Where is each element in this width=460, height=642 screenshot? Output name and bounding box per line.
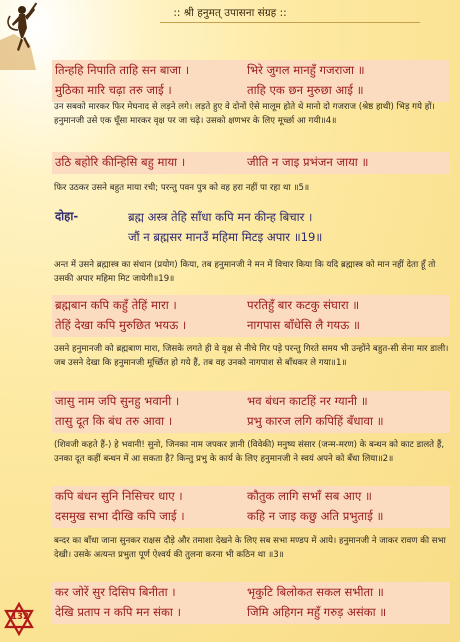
doha-text: ब्रह्म अस्त्र तेहि साँधा कपि मन कीन्ह बिचार । <box>128 210 313 224</box>
prose-paragraph: अन्त में उसने ब्रह्मास्त्र का संधान (प्रयोग) किया, तब हनुमानजी ने मन में विचार किया कि यदि ब्रह्मास्त्र को मान नहीं देता हूँ तो उसकी अपार महिमा मिट जायेगी॥19॥ <box>54 260 436 284</box>
prose-paragraph: (शिवजी कहते हैं-) हे भवानी! सुनो, जिनका नाम जपकर ज्ञानी (विवेकी) मनुष्य संसार (जन्म-मरण) के बन्धन को काट डालते हैं, उनका दूत कहीं बन्धन में आ सकता है? किन्तु प्रभु के कार्य के लिए हनुमानजी ने स्वयं अपने को बँधा लिया॥2॥ <box>54 440 445 464</box>
chaupai-line <box>55 392 450 411</box>
prose-paragraph: बन्दर का बाँधा जाना सुनकर राक्षस दौड़े और तमाशा देखने के लिए सब सभा मण्डप में आये। हनुमानजी ने जाकर रावण की सभा देखी। उसके अत्यन्त प्रभुता पूर्ण ऐश्वर्य की तुलना करना भी कठिन था ॥3॥ <box>54 536 446 560</box>
prose-paragraph: फिर उठकर उसने बहुत माया रची; परन्तु पवन पुत्र को वह हरा नहीं पा रहा था ॥5॥ <box>54 183 310 193</box>
chaupai-left: तेहिं देखा कपि मुरुछित भयऊ । <box>55 318 187 332</box>
chaupai-line <box>55 81 450 100</box>
chaupai-left: देखि प्रताप न कपि मन संका । <box>55 605 181 619</box>
chaupai-line <box>55 316 450 335</box>
chaupai-right: कहि न जाइ कछु अति प्रभुताई ॥ <box>247 509 384 523</box>
chaupai-line <box>55 487 450 506</box>
chaupai-left: तासु दूत कि बंध तरु आवा । <box>55 414 173 428</box>
chaupai-right: भव बंधन काटहिं नर ग्यानी ॥ <box>247 394 368 408</box>
chaupai-left: ब्रह्मबान कपि कहुँ तेहिं मारा । <box>55 298 177 312</box>
chaupai-line <box>55 583 450 602</box>
chaupai-left: कर जोरें सुर दिसिप बिनीता । <box>55 585 176 599</box>
page-title: :: श्री हनुमत् उपासना संग्रह :: <box>173 7 287 19</box>
prose-paragraph: उन सबको मारकर फिर मेघनाद से लड़ने लगे। लड़ते हुए वे दोनों ऐसे मालूम होते थे मानो दो गजराज (श्रेष्ठ हाथी) भिड़ गये हों। हनुमानजी उसे एक घूँसा मारकर वृक्ष पर जा चढ़े। उसको क्षणभर के लिए मूर्च्छा आ गयी॥4॥ <box>54 102 435 126</box>
chaupai-right: भृकुटि बिलोकत सकल सभीता ॥ <box>247 585 384 599</box>
chaupai-line <box>55 296 450 315</box>
chaupai-line <box>55 507 450 526</box>
doha-text: जौं न ब्रह्मसर मानउँ महिमा मिटइ अपार ॥19॥ <box>128 230 323 244</box>
chaupai-right: जीति न जाइ प्रभंजन जाया ॥ <box>247 155 369 169</box>
chaupai-line <box>55 61 450 80</box>
chaupai-right: परतिहुँ बार कटकु संघारा ॥ <box>247 298 360 312</box>
chaupai-right: भिरे जुगल मानहुँ गजराजा ॥ <box>247 63 365 77</box>
prose-paragraph: उसने हनुमानजी को ब्रह्मबाण मारा, जिसके लगते ही वे वृक्ष से नीचे गिर पड़े परन्तु गिरते समय भी उन्होंने बहुत-सी सेना मार डाली। जब उसने देखा कि हनुमानजी मूर्च्छित हो गये हैं, तब वह उनको नागपाश से बाँधकर ले गया॥1॥ <box>54 344 449 368</box>
doha-label: दोहा- <box>55 209 79 223</box>
chaupai-line <box>55 153 450 172</box>
chaupai-left: उठि बहोरि कीन्हिसि बहु माया । <box>55 155 186 169</box>
chaupai-left: तिन्हहि निपाति ताहि सन बाजा । <box>55 63 190 77</box>
chaupai-left: दसमुख सभा दीखि कपि जाई । <box>55 509 185 523</box>
chaupai-right: कौतुक लागि सभाँ सब आए ॥ <box>247 489 372 503</box>
chaupai-line <box>55 603 450 622</box>
chaupai-right: नागपास बाँधेसि लै गयऊ ॥ <box>247 318 360 332</box>
chaupai-left: कपि बंधन सुनि निसिचर धाए । <box>55 489 183 503</box>
chaupai-left: जासु नाम जपि सुनहु भवानी । <box>55 394 180 408</box>
chaupai-line <box>55 412 450 431</box>
chaupai-right: जिमि अहिगन महुँ गरुड़ असंका ॥ <box>247 605 387 619</box>
chaupai-right: ताहि एक छन मुरुछा आई ॥ <box>247 83 364 97</box>
chaupai-left: मुठिका मारि चढ़ा तरु जाई । <box>55 83 172 97</box>
chaupai-right: प्रभु कारज लगि कपिहिं बँधावा ॥ <box>247 414 384 428</box>
page-number: 132 <box>11 612 29 622</box>
